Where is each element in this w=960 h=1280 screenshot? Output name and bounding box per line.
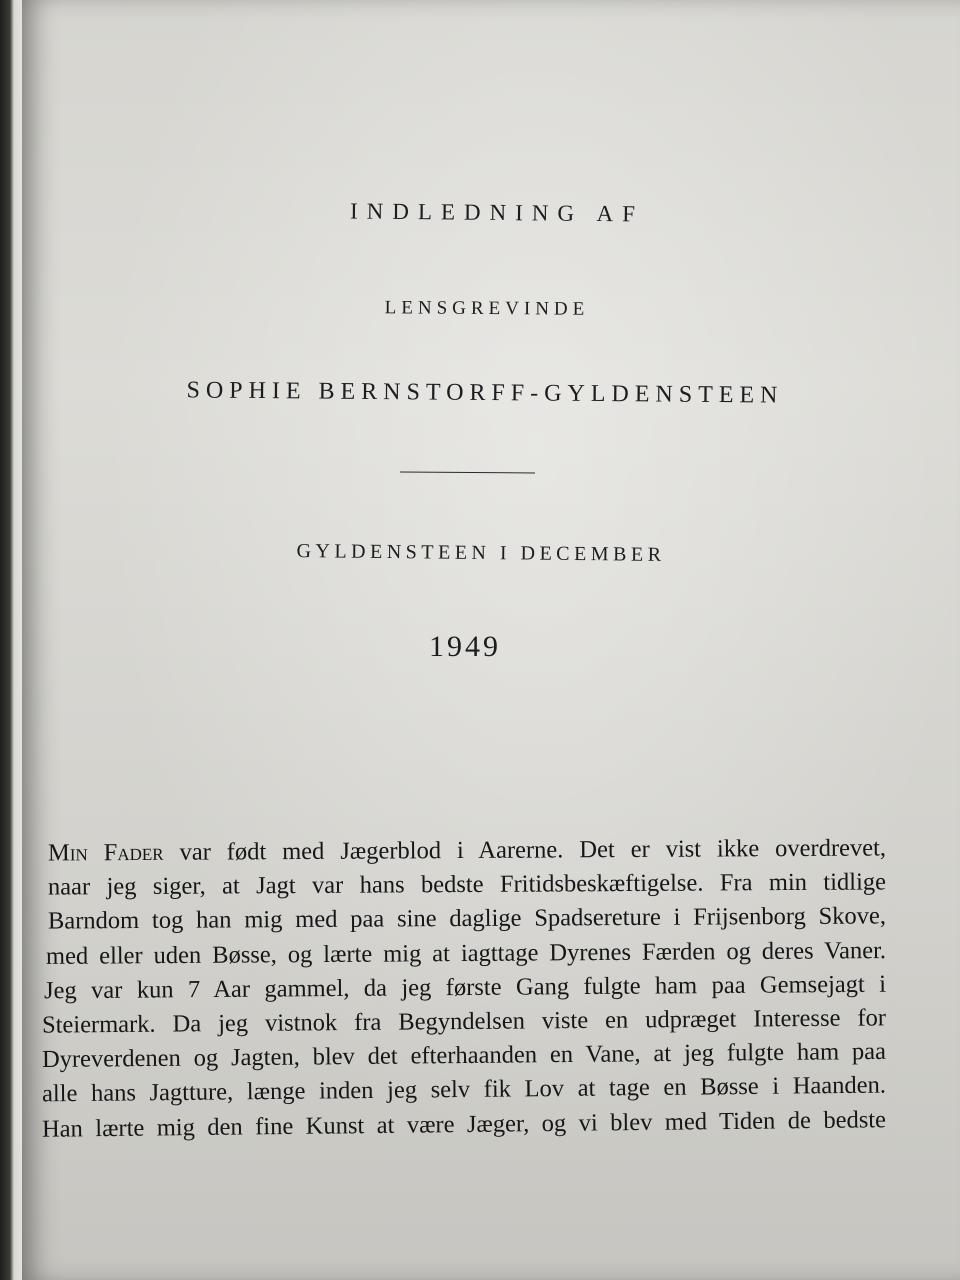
heading-author: SOPHIE BERNSTORFF-GYLDENSTEEN — [186, 377, 784, 409]
divider-rule — [400, 472, 535, 474]
body-line-7: Dyreverdenen og Jagten, blev det efterhaanden en Vane, at jeg fulgte ham paa — [41, 1038, 887, 1074]
body-line-2: naar jeg siger, at Jagt var hans bedste Fritidsbeskæftigelse. Fra min tidlige — [47, 868, 887, 901]
heading-introduction: INDLEDNING AF — [349, 198, 645, 227]
body-lead-smallcaps: Min Fader — [47, 838, 164, 867]
book-page — [22, 0, 960, 1280]
body-line-9: Han lærte mig den fine Kunst at være Jæger, og vi blev med Tiden de bedste — [41, 1105, 887, 1143]
body-line-8: alle hans Jagtture, længe inden jeg selv fik Lov at tage en Bøsse i Haanden. — [41, 1072, 887, 1108]
body-line-1-text: var født med Jægerblod i Aarerne. Det er vist ikke overdrevet, — [179, 834, 887, 866]
heading-place-date: GYLDENSTEEN I DECEMBER — [296, 540, 666, 566]
heading-title: LENSGREVINDE — [384, 297, 590, 320]
body-line-6: Steiermark. Da jeg vistnok fra Begyndelsen viste en udpræget Interesse for — [41, 1004, 887, 1039]
body-line-5: Jeg var kun 7 Aar gammel, da jeg første Gang fulgte ham paa Gemsejagt i — [43, 970, 887, 1005]
body-text — [42, 834, 886, 1142]
body-line-3: Barndom tog han mig med paa sine daglige Spadsereture i Frijsenborg Skove, — [47, 902, 887, 935]
body-line-4: med eller uden Bøsse, og lærte mig at iagttage Dyrenes Færden og deres Vaner. — [45, 936, 887, 970]
heading-year: 1949 — [429, 630, 501, 663]
body-line-1 — [42, 831, 886, 870]
